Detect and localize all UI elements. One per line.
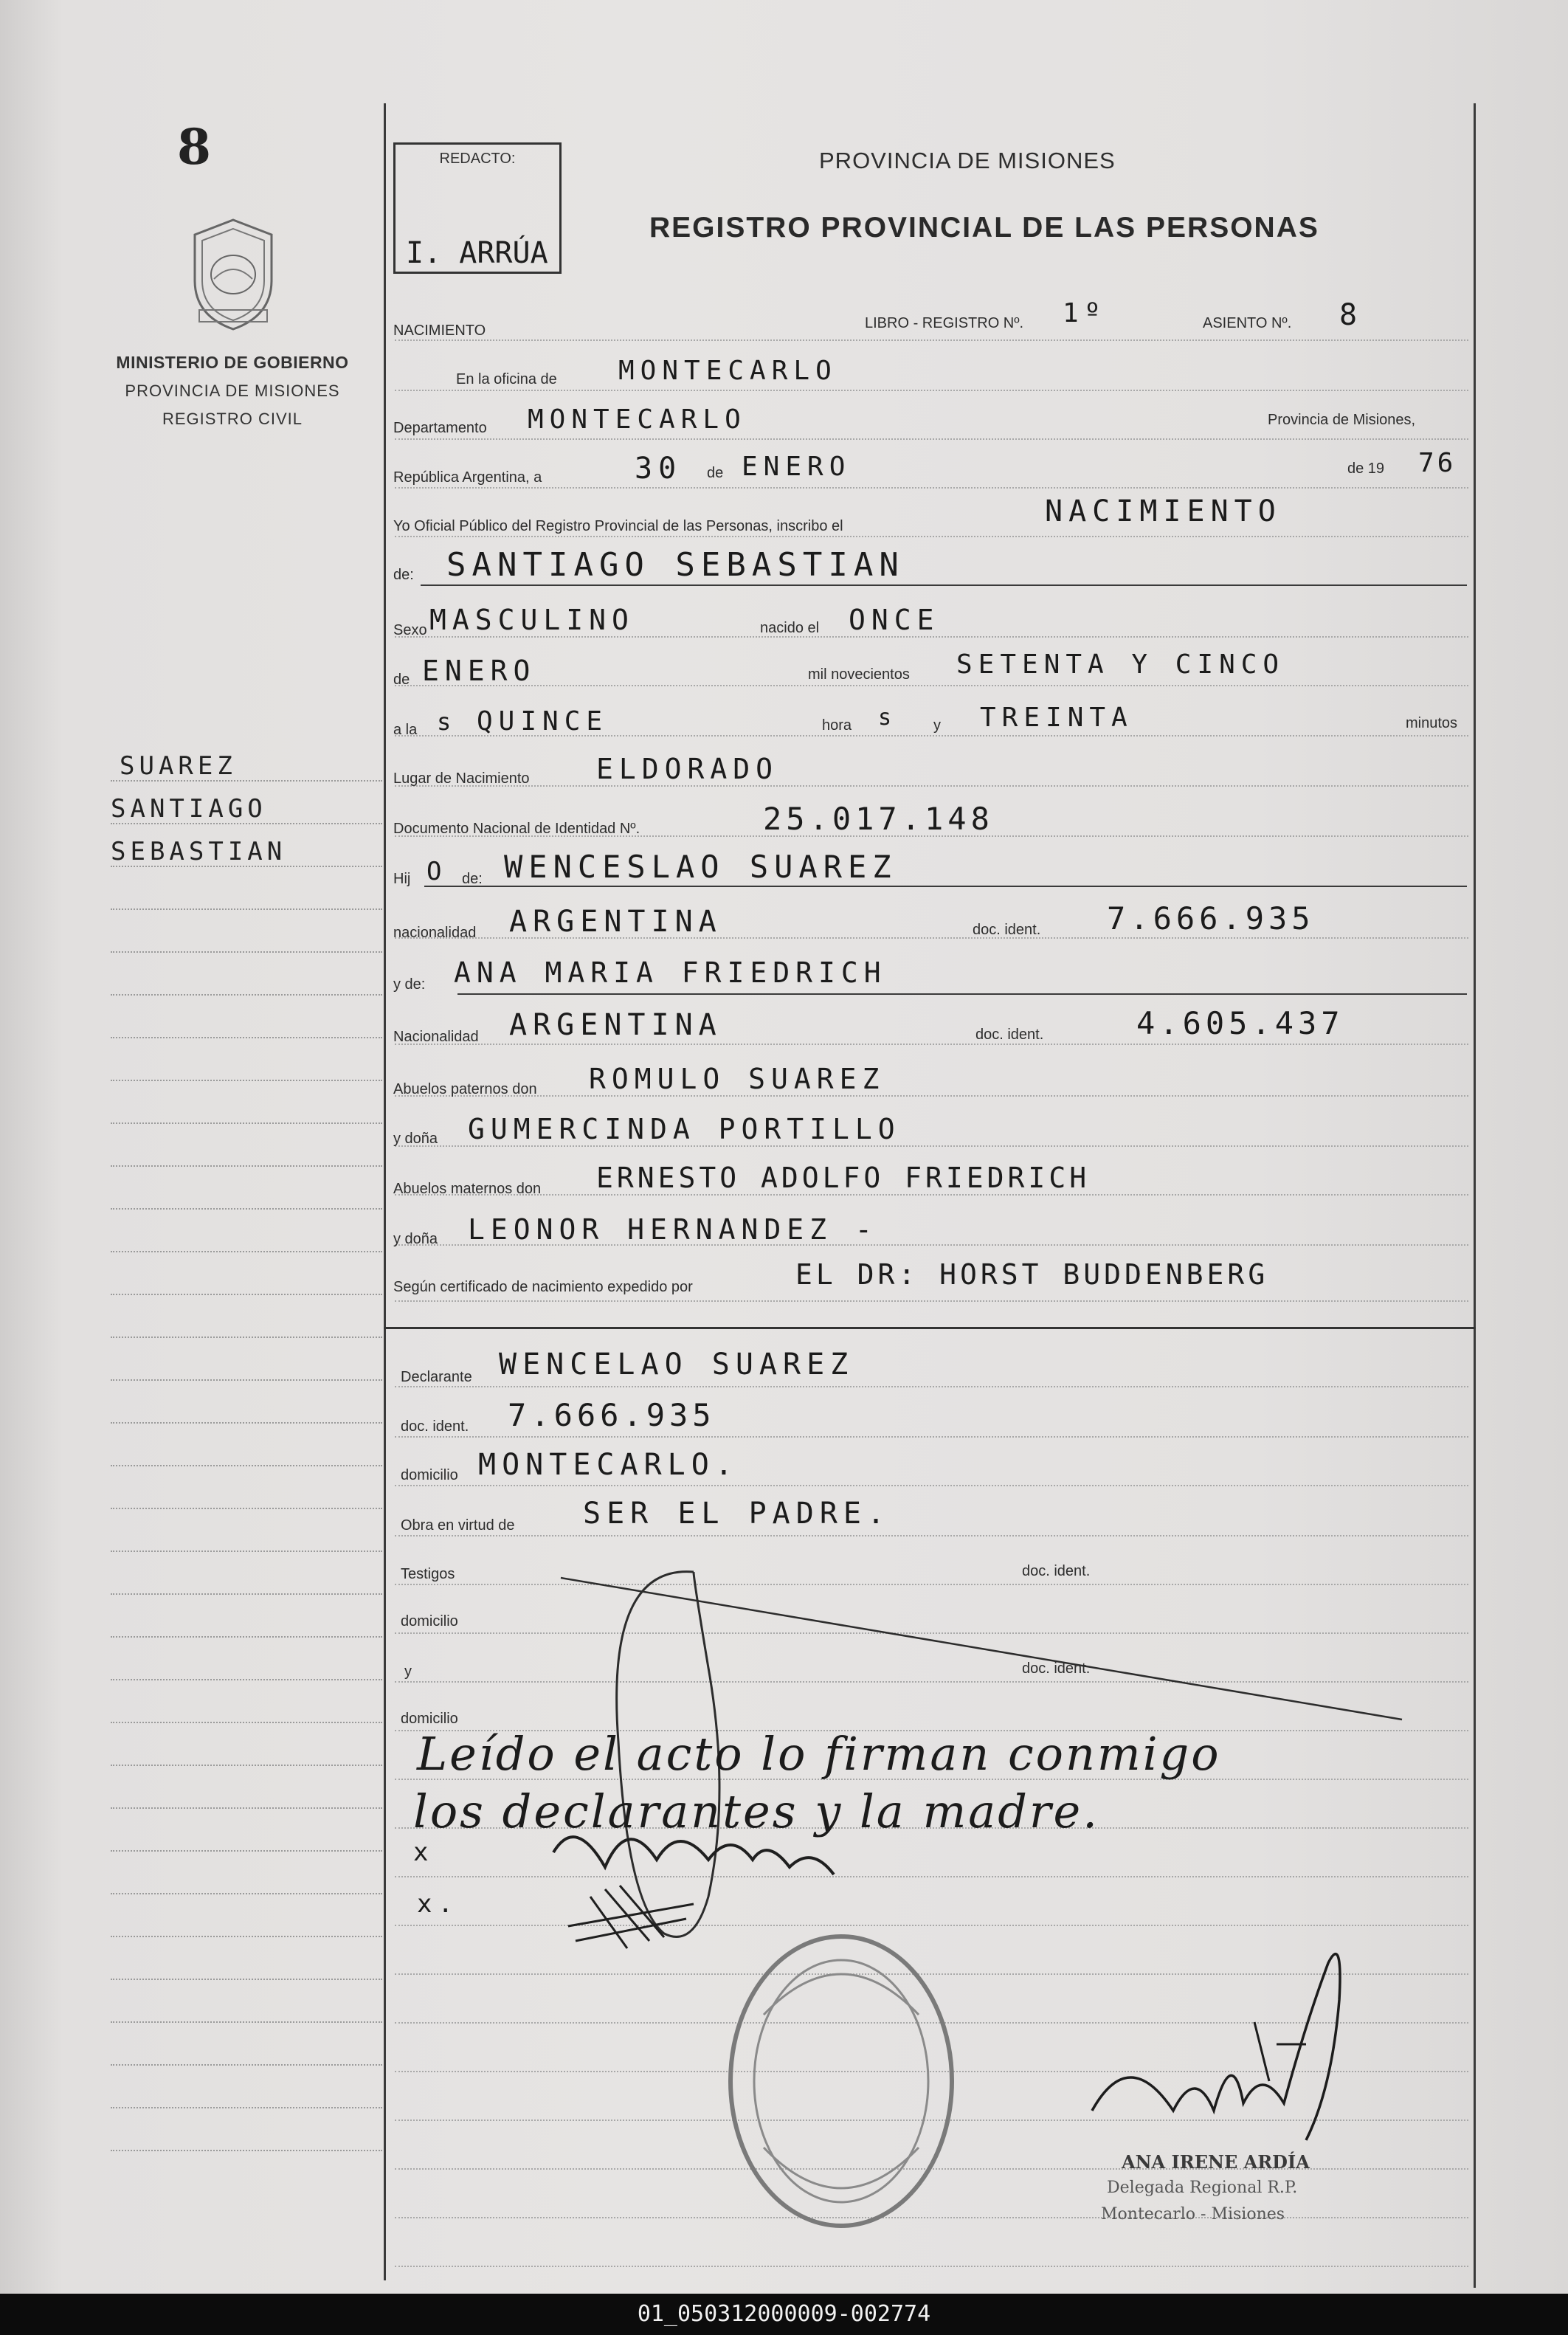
lugar-label: Lugar de Nacimiento [393, 770, 530, 787]
lugar-value: ELDORADO [596, 753, 779, 785]
maternal-grandmother-label: y doña [393, 1231, 438, 1247]
name-underline [421, 584, 1467, 586]
de-month-label: de [393, 672, 410, 688]
testigos-domicilio-label: domicilio [401, 1613, 458, 1629]
document-id-footer: 01_050312000009-002774 [0, 2294, 1568, 2335]
obra-value: SER EL PADRE. [583, 1497, 891, 1531]
month-value: ENERO [742, 452, 852, 482]
libro-label: LIBRO - REGISTRO Nº. [865, 315, 1024, 331]
hour-value: QUINCE [477, 706, 609, 737]
mother-name-value: ANA MARIA FRIEDRICH [454, 956, 887, 989]
maternal-grandmother-value: LEONOR HERNANDEZ - [468, 1213, 878, 1246]
declarante-doc-label: doc. ident. [401, 1418, 469, 1435]
declarante-domicilio-label: domicilio [401, 1467, 458, 1483]
mother-underline [457, 993, 1467, 995]
segundo-testigo-doc-label: doc. ident. [1022, 1660, 1091, 1677]
paternal-grandfather-label: Abuelos paternos don [393, 1081, 537, 1097]
de-label: de [707, 465, 724, 481]
inscribo-label: Yo Oficial Público del Registro Provincial de las Personas, inscribo el [393, 518, 843, 534]
day-value: 30 [635, 452, 683, 486]
oficina-value: MONTECARLO [618, 356, 837, 386]
certificate-value: EL DR: HORST BUDDENBERG [795, 1258, 1269, 1291]
signature-mark-1: x [413, 1838, 435, 1867]
birth-month-value: ENERO [422, 655, 536, 687]
obra-label: Obra en virtud de [401, 1517, 515, 1534]
page-number: 8 [177, 118, 211, 176]
y-label: y [933, 717, 941, 734]
official-name: ANA IRENE ARDÍA [1122, 2151, 1310, 2173]
departamento-label: Departamento [393, 420, 487, 436]
father-nationality-label: nacionalidad [393, 925, 477, 941]
nacimiento-label: NACIMIENTO [393, 323, 486, 339]
child-name-value: SANTIAGO SEBASTIAN [446, 546, 905, 584]
father-underline [424, 886, 1467, 887]
testigos-label: Testigos [401, 1566, 455, 1582]
official-signature-icon [1085, 1934, 1395, 2148]
nacido-value: ONCE [849, 604, 940, 636]
hijo-label: Hij [393, 871, 411, 887]
segundo-testigo-label: y [404, 1663, 412, 1680]
inscribo-value: NACIMIENTO [1045, 494, 1282, 528]
minutos-label: minutos [1406, 715, 1458, 731]
provincial-seal-icon [183, 215, 283, 334]
mil-value: SETENTA Y CINCO [956, 649, 1285, 680]
segundo-testigo-domicilio-label: domicilio [401, 1711, 458, 1727]
provincia-label: Provincia de Misiones, [1268, 412, 1416, 428]
closing-text-line1: Leído el acto lo firman conmigo [417, 1727, 1221, 1781]
redacto-box [393, 142, 562, 274]
province-title: PROVINCIA DE MISIONES [819, 148, 1116, 173]
ministry-header [111, 353, 354, 429]
libro-value: 1º [1063, 298, 1107, 328]
republica-label: República Argentina, a [393, 469, 542, 486]
dni-value: 25.017.148 [763, 801, 994, 837]
declarante-doc-value: 7.666.935 [508, 1397, 716, 1433]
hora-suffix: s [878, 705, 898, 731]
maternal-grandfather-label: Abuelos maternos don [393, 1181, 542, 1197]
nacido-label: nacido el [760, 620, 820, 636]
redacto-value: I. ARRÚA [406, 236, 548, 270]
paternal-grandfather-value: ROMULO SUAREZ [589, 1063, 885, 1095]
ala-label: a la [393, 722, 418, 738]
declarante-label: Declarante [401, 1369, 472, 1385]
registry-title: REGISTRO PROVINCIAL DE LAS PERSONAS [649, 212, 1319, 244]
closing-text-line2: los declarantes y la madre. [413, 1784, 1099, 1838]
sexo-value: MASCULINO [429, 604, 635, 636]
margin-note-surname: SUAREZ [120, 751, 237, 781]
year-value: 76 [1418, 448, 1457, 478]
hijo-suffix: O [426, 857, 448, 886]
declarante-value: WENCELAO SUAREZ [499, 1348, 854, 1382]
ministry-province: PROVINCIA DE MISIONES [125, 382, 340, 400]
sexo-label: Sexo [393, 622, 427, 638]
father-nationality-value: ARGENTINA [509, 905, 722, 939]
official-location: Montecarlo - Misiones [1101, 2205, 1285, 2224]
declarante-domicilio-value: MONTECARLO. [478, 1448, 739, 1482]
asiento-label: ASIENTO Nº. [1203, 315, 1292, 331]
oficina-label: En la oficina de [456, 371, 557, 387]
mil-label: mil novecientos [808, 666, 910, 683]
father-doc-value: 7.666.935 [1107, 900, 1315, 937]
ala-suffix: s [437, 708, 457, 736]
mother-nationality-value: ARGENTINA [509, 1008, 722, 1042]
hijo-de-label: de: [462, 871, 483, 887]
year-prefix-label: de 19 [1347, 461, 1385, 477]
ministry-registry: REGISTRO CIVIL [162, 410, 303, 428]
maternal-grandfather-value: ERNESTO ADOLFO FRIEDRICH [596, 1162, 1091, 1194]
margin-note-second-name: SEBASTIAN [111, 837, 287, 866]
father-name-value: WENCESLAO SUAREZ [504, 849, 897, 885]
mother-doc-label: doc. ident. [975, 1027, 1044, 1043]
signature-mark-2: x. [417, 1889, 459, 1919]
certificate-label: Según certificado de nacimiento expedido por [393, 1279, 693, 1295]
mother-label: y de: [393, 976, 426, 993]
ministry-name: MINISTERIO DE GOBIERNO [116, 353, 349, 372]
paternal-grandmother-value: GUMERCINDA PORTILLO [468, 1113, 901, 1145]
dni-label: Documento Nacional de Identidad Nº. [393, 821, 640, 837]
margin-note-first-name: SANTIAGO [111, 794, 267, 824]
section-divider [384, 1327, 1476, 1329]
redacto-label: REDACTO: [439, 151, 516, 167]
official-title: Delegada Regional R.P. [1107, 2179, 1298, 2197]
testigos-doc-label: doc. ident. [1022, 1563, 1091, 1579]
hora-label: hora [822, 717, 852, 734]
de-name-label: de: [393, 567, 414, 583]
mother-doc-value: 4.605.437 [1136, 1005, 1344, 1041]
paternal-grandmother-label: y doña [393, 1131, 438, 1147]
official-stamp-icon [719, 1926, 963, 2236]
minutes-value: TREINTA [980, 703, 1133, 733]
mother-nationality-label: Nacionalidad [393, 1029, 479, 1045]
father-doc-label: doc. ident. [973, 922, 1041, 938]
departamento-value: MONTECARLO [528, 404, 747, 435]
asiento-value: 8 [1339, 298, 1364, 332]
